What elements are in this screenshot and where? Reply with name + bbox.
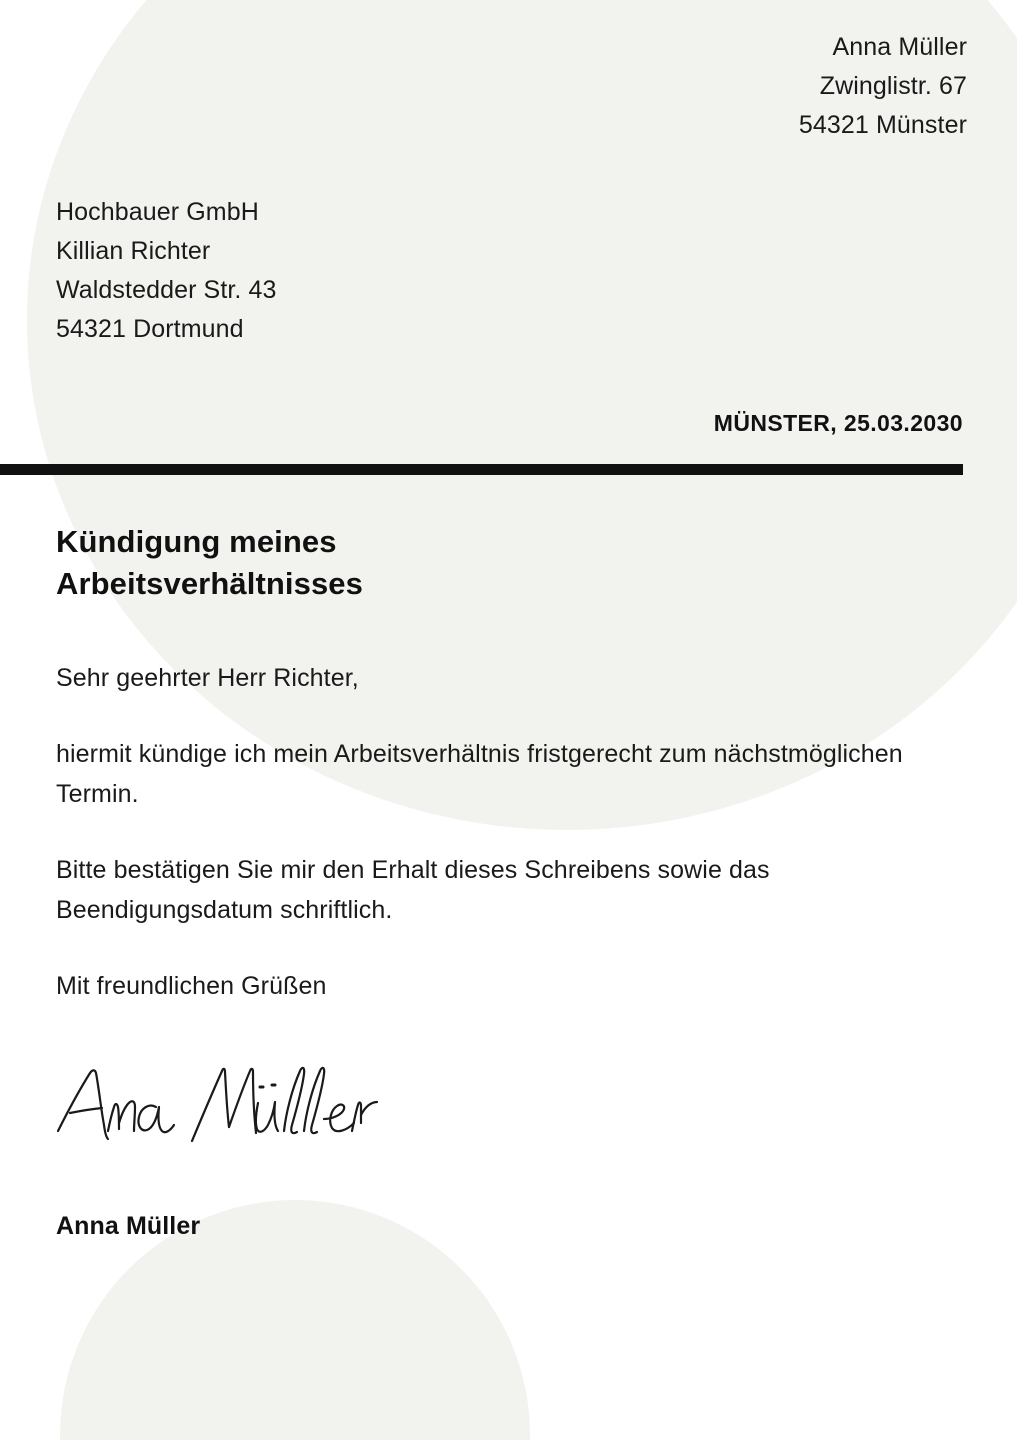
letter-subject: Kündigung meines Arbeitsverhältnisses [56, 524, 363, 601]
recipient-contact: Killian Richter [56, 237, 211, 265]
body-paragraph-2: Bitte bestätigen Sie mir den Erhalt dieses Schreibens sowie das Beendigungsdatum schriftlich. [56, 856, 770, 924]
body-paragraph-1: hiermit kündige ich mein Arbeitsverhältnis fristgerecht zum nächstmöglichen Termin. [56, 740, 903, 808]
body-closing: Mit freundlichen Grüßen [56, 972, 327, 1000]
sender-city: 54321 Münster [798, 111, 967, 139]
recipient-company: Hochbauer GmbH [56, 198, 259, 226]
recipient-address-block [56, 193, 277, 349]
letter-body [56, 658, 926, 1006]
horizontal-divider [0, 464, 963, 475]
sender-street: Zwinglistr. 67 [819, 72, 967, 100]
printed-signature-name: Anna Müller [56, 1212, 201, 1240]
recipient-city: 54321 Dortmund [56, 315, 244, 343]
handwritten-signature [52, 1045, 382, 1155]
body-salutation: Sehr geehrter Herr Richter, [56, 664, 359, 692]
place-and-date: MÜNSTER, 25.03.2030 [713, 410, 963, 436]
sender-name: Anna Müller [832, 33, 967, 61]
recipient-street: Waldstedder Str. 43 [56, 276, 277, 304]
sender-address-block [799, 28, 967, 145]
